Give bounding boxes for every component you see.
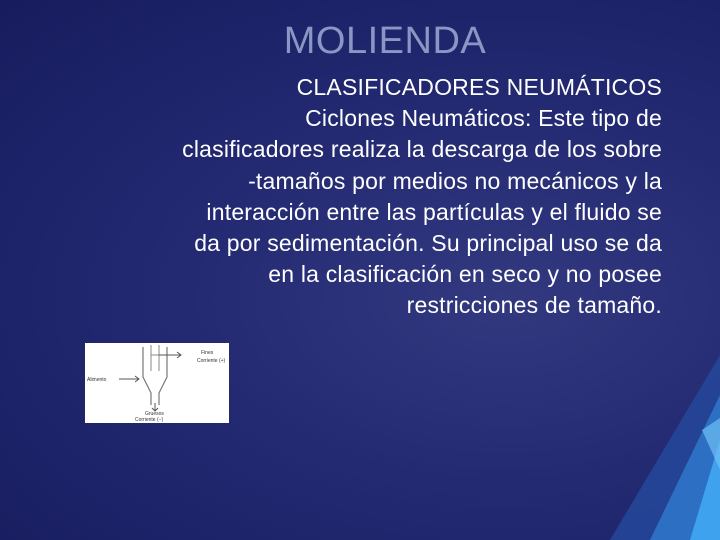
coarse-current-label: Corriente (−): [135, 417, 164, 423]
corner-shard-dark: [610, 355, 720, 540]
cyclone-diagram-svg: [85, 343, 229, 423]
coarse-arrow: [152, 403, 158, 411]
paragraph-line: CLASIFICADORES NEUMÁTICOS: [296, 74, 662, 100]
slide-title: MOLIENDA: [283, 20, 487, 62]
paragraph-line: -tamaños por medios no mecánicos y la: [248, 167, 662, 194]
fines-arrow: [159, 352, 181, 358]
paragraph-line: en la clasificación en seco y no posee: [268, 261, 662, 288]
corner-shard-light: [690, 440, 720, 540]
corner-shard-highlight: [702, 418, 720, 470]
paragraph-line: Ciclones Neumáticos: Este tipo de: [305, 105, 662, 132]
fines-label: Fines: [201, 350, 214, 356]
cyclone-diagram: [85, 343, 229, 423]
body-paragraph: [20, 72, 662, 322]
vortex-finder: [151, 345, 159, 371]
coarse-label: Gruesos: [145, 411, 164, 417]
paragraph-line: da por sedimentación. Su principal uso se da: [194, 230, 662, 257]
fines-current-label: Corriente (+): [197, 358, 226, 364]
paragraph-line: restricciones de tamaño.: [406, 292, 662, 319]
paragraph-line: clasificadores realiza la descarga de los sobre: [182, 136, 662, 163]
feed-label: Alimento: [87, 377, 107, 383]
cyclone-body: [143, 347, 167, 405]
corner-shard-mid: [650, 395, 720, 540]
paragraph-line: interacción entre las partículas y el fluido se: [206, 198, 662, 225]
feed-arrow: [119, 376, 139, 382]
